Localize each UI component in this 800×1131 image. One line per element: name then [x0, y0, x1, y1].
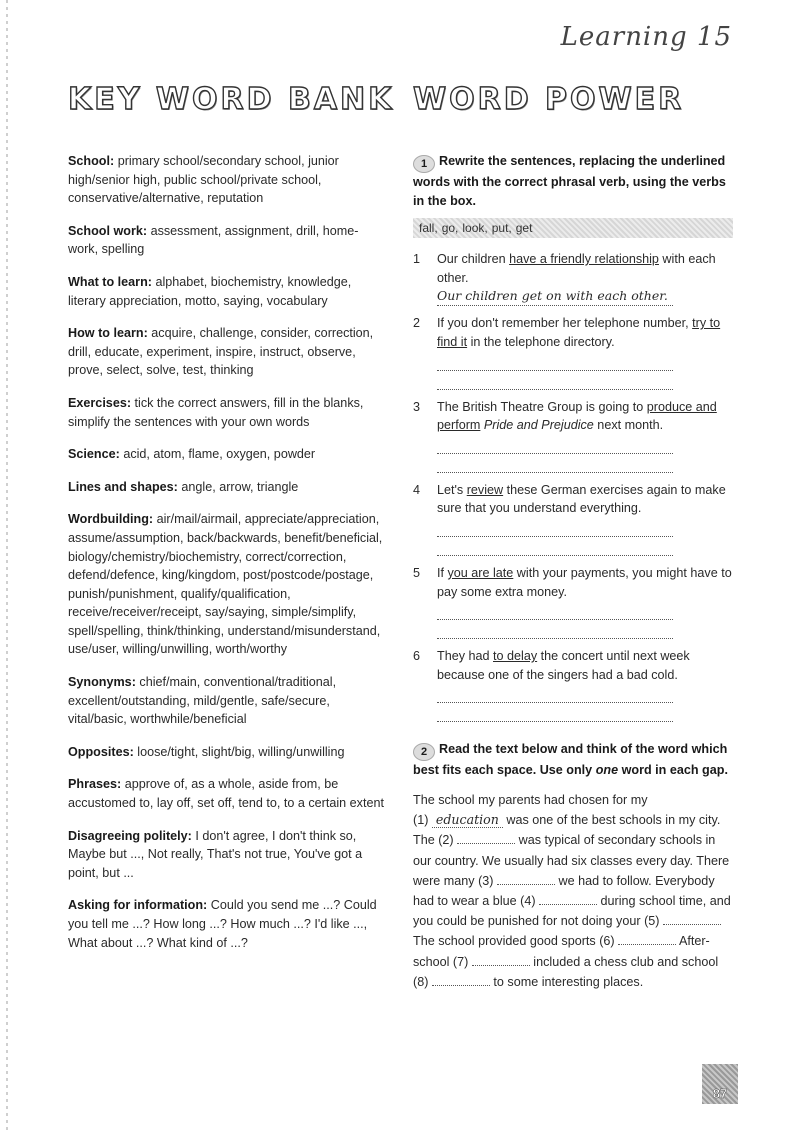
entry-how-to-learn: How to learn: acquire, challenge, consider, correction, drill, educate, experiment, inspire, instruct, observe, prove, select, solve, test, thinking	[68, 326, 374, 378]
section-tag: Learning 15	[560, 22, 732, 52]
gap-5[interactable]	[663, 912, 721, 925]
key-word-bank-title: KEY WORD BANK	[68, 82, 395, 117]
exercise-number-badge: 1	[413, 155, 435, 173]
entry-school-work: School work: assessment, assignment, drill, home-work, spelling	[68, 223, 359, 257]
entry-opposites: Opposites: loose/tight, slight/big, willing/unwilling	[68, 744, 345, 759]
exercise-1-instruction: 1 Rewrite the sentences, replacing the underlined words with the correct phrasal verb, using the verbs in the box.	[413, 154, 726, 208]
question-4: 4 Let's review these German exercises again to make sure that you understand everything.	[413, 481, 733, 556]
question-5: 5 If you are late with your payments, you might have to pay some extra money.	[413, 564, 733, 639]
answer-line[interactable]	[437, 601, 673, 620]
gap-7[interactable]	[472, 953, 530, 966]
entry-asking-for-information: Asking for information: Could you send me ...? Could you tell me ...? How long ...? How much ...? I'd like ..., What about ...? What kind of ...?	[68, 898, 377, 950]
question-2: 2 If you don't remember her telephone number, try to find it in the telephone directory.	[413, 314, 733, 389]
gap-2[interactable]	[457, 831, 515, 844]
answer-line-filled[interactable]: Our children get on with each other.	[437, 287, 673, 306]
answer-line[interactable]	[437, 352, 673, 371]
answer-line[interactable]	[437, 620, 673, 639]
answer-line[interactable]	[437, 435, 673, 454]
question-1: 1 Our children have a friendly relationship with each other. Our children get on with each other.	[413, 250, 733, 306]
scan-edge	[6, 0, 8, 1131]
answer-line[interactable]	[437, 684, 673, 703]
verb-box: fall, go, look, put, get	[413, 218, 733, 238]
entry-phrases: Phrases: approve of, as a whole, aside from, be accustomed to, lay off, set off, tend to, to a certain extent	[68, 777, 384, 811]
answer-line[interactable]	[437, 371, 673, 390]
entry-what-to-learn: What to learn: alphabet, biochemistry, knowledge, literary appreciation, motto, saying, vocabulary	[68, 274, 352, 308]
word-power	[413, 152, 733, 1005]
exercise-number-badge: 2	[413, 743, 435, 761]
gap-8[interactable]	[432, 973, 490, 986]
gap-6[interactable]	[618, 932, 676, 945]
entry-school: School: primary school/secondary school, junior high/senior high, public school/private school, conservative/alternative, reputation	[68, 154, 339, 206]
entry-lines-and-shapes: Lines and shapes: angle, arrow, triangle	[68, 479, 299, 494]
gap-fill-passage: The school my parents had chosen for my (1) education was one of the best schools in my city. The (2) was typical of secondary schools in our country. We usually had six classes every day. There were many (3) we had to follow. Everybody had to wear a blue (4) during school time, and you could be punished for not doing your (5) The school provided good sports (6) After-school (7) included a chess club and school (8) to some interesting places.	[413, 792, 731, 989]
answer-line[interactable]	[437, 703, 673, 722]
entry-science: Science: acid, atom, flame, oxygen, powder	[68, 447, 316, 462]
gap-1-answer[interactable]: education	[432, 812, 503, 828]
answer-line[interactable]	[437, 518, 673, 537]
answer-line[interactable]	[437, 454, 673, 473]
answer-line[interactable]	[437, 537, 673, 556]
gap-3[interactable]	[497, 872, 555, 885]
entry-synonyms: Synonyms: chief/main, conventional/traditional, excellent/outstanding, mild/gentle, safe/secure, vital/basic, worthwhile/beneficial	[68, 675, 337, 727]
exercise-2-instruction: 2 Read the text below and think of the word which best fits each space. Use only one word in each gap.	[413, 742, 728, 778]
entry-disagreeing-politely: Disagreeing politely: I don't agree, I don't think so, Maybe but ..., Not really, That's not true, You've got a point, but ...	[68, 828, 363, 880]
entry-exercises: Exercises: tick the correct answers, fill in the blanks, simplify the sentences with your own words	[68, 395, 364, 429]
page-number: 87	[702, 1064, 738, 1104]
word-power-title: WORD POWER	[413, 82, 685, 117]
question-6: 6 They had to delay the concert until next week because one of the singers had a bad cold.	[413, 647, 733, 722]
key-word-bank	[68, 152, 386, 966]
question-3: 3 The British Theatre Group is going to produce and perform Pride and Prejudice next month.	[413, 398, 733, 473]
entry-wordbuilding: Wordbuilding: air/mail/airmail, appreciate/appreciation, assume/assumption, back/backwards, benefit/beneficial, biology/chemistry/biochemistry, correct/correction, defend/defence, king/kingdom, post/postcode/postage, punish/punishment, qualify/qualification, receive/receiver/receipt, say/saying, simple/simplify, spell/spelling, think/thinking, understand/misunderstand, use/user, willing/unwilling, worth/worthy	[68, 512, 383, 657]
gap-4[interactable]	[539, 892, 597, 905]
